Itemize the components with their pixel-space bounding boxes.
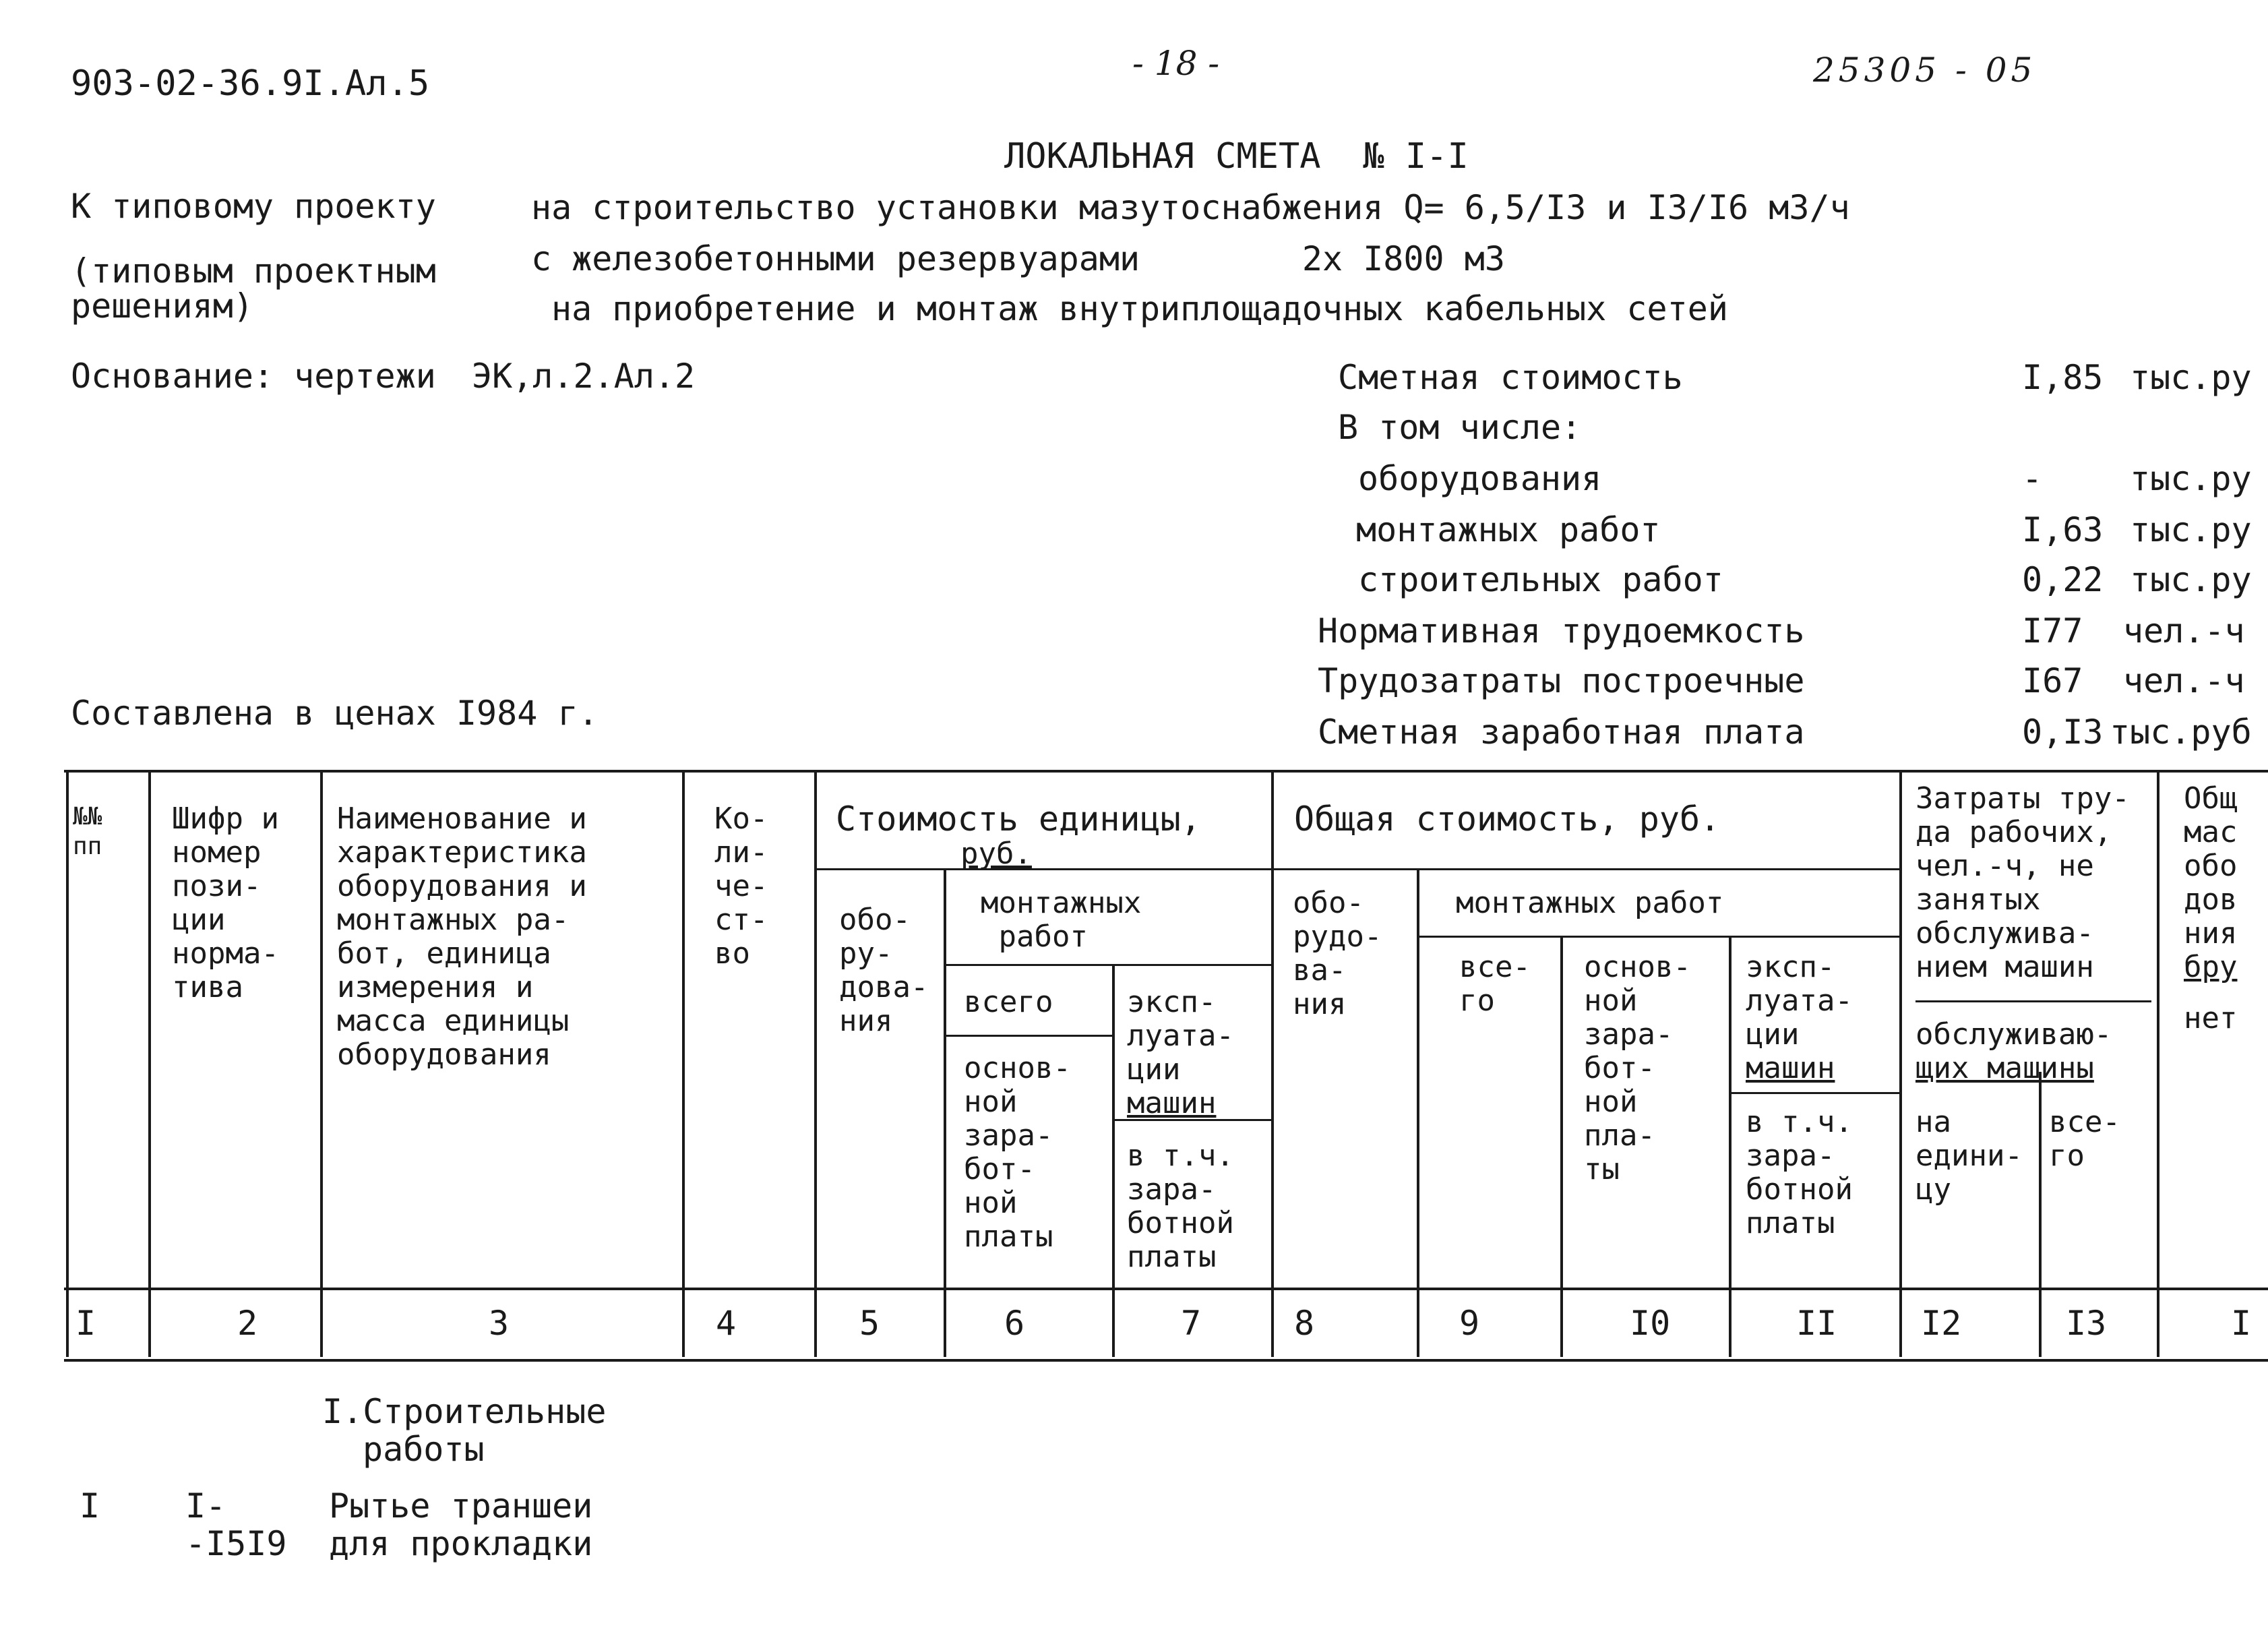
col-number: 5 <box>859 1304 880 1343</box>
basis-label: Основание: чертежи <box>71 357 436 396</box>
project-desc-1: на строительство установки мазутоснабжения Q= 6,5/I3 и I3/I6 м3/ч <box>531 188 1850 227</box>
summary-unit-3: тыс.ру <box>2130 510 2252 549</box>
header-mass: Общ мас обо дов ния <box>2184 781 2238 950</box>
section-title-2: работы <box>363 1430 485 1469</box>
row-code-2: -I5I9 <box>185 1524 287 1563</box>
col-number: 9 <box>1459 1304 1480 1343</box>
summary-value-3: I,63 <box>2022 510 2104 549</box>
header-t-vtch: в т.ч. зара- ботной платы <box>1746 1105 1853 1240</box>
summary-unit-4: тыс.ру <box>2130 560 2252 599</box>
col-number: 7 <box>1181 1304 1202 1343</box>
summary-value-2: - <box>2022 459 2043 498</box>
summary-label-5: Нормативная трудоемкость <box>1318 611 1805 651</box>
header-vtch-zp: в т.ч. зара- ботной платы <box>1127 1139 1234 1274</box>
summary-value-0: I,85 <box>2022 358 2104 397</box>
col-number: 8 <box>1294 1304 1315 1343</box>
header-vsego: всего <box>964 985 1053 1019</box>
col-sep-2 <box>148 772 151 1357</box>
summary-unit-7: тыс.руб <box>2110 713 2252 752</box>
summary-value-6: I67 <box>2022 661 2083 700</box>
header-labor: Затраты тру- да рабочих, чел.-ч, не занятых обслужива- нием машин <box>1915 781 2130 984</box>
col-number: I2 <box>1921 1304 1962 1343</box>
col-sep-4 <box>682 772 685 1357</box>
project-label-3: решениям) <box>71 286 253 326</box>
header-t-mashin: машин <box>1746 1051 1835 1085</box>
header-t-equip: обо- рудо- ва- ния <box>1293 886 1382 1021</box>
table-top-rule <box>64 770 2268 773</box>
header-t-exp: эксп- луата- ции <box>1746 950 1853 1052</box>
project-desc-2: с железобетонными резервуарами 2х I800 м3 <box>531 239 1505 278</box>
header-qty: Ко- ли- че- ст- во <box>714 802 768 971</box>
header-serv: обслуживаю- <box>1915 1017 2112 1052</box>
header-l-vsego: все- го <box>2049 1105 2120 1173</box>
row-name-2: для прокладки <box>329 1524 593 1563</box>
vsego-rule <box>946 1035 1112 1037</box>
col-sep-6 <box>944 870 946 1357</box>
col-number: I0 <box>1630 1304 1671 1343</box>
header-mass-net: нет <box>2184 1001 2238 1035</box>
header-mashin: машин <box>1127 1086 1217 1120</box>
col-sep-8 <box>1271 772 1274 1357</box>
col-number: 6 <box>1004 1304 1025 1343</box>
col-sep-13 <box>2039 1072 2042 1357</box>
summary-label-0: Сметная стоимость <box>1338 358 1683 397</box>
col-sep-5 <box>814 772 817 1357</box>
summary-label-4: строительных работ <box>1358 560 1723 599</box>
col-number: 2 <box>237 1304 258 1343</box>
header-t-mont: монтажных работ <box>1456 886 1724 920</box>
row-number: I <box>80 1486 100 1525</box>
project-desc-3: на приобретение и монтаж внутриплощадочных кабельных сетей <box>551 289 1728 328</box>
summary-unit-0: тыс.ру <box>2130 358 2252 397</box>
summary-value-7: 0,I3 <box>2022 713 2104 752</box>
price-basis: Составлена в ценах I984 г. <box>71 694 599 733</box>
table-numbers-rule <box>64 1359 2268 1362</box>
col-sep-10 <box>1560 937 1563 1357</box>
header-total-cost: Общая стоимость, руб. <box>1294 799 1721 839</box>
basis-value: ЭК,л.2.Ал.2 <box>472 357 696 396</box>
row-name-1: Рытье траншеи <box>329 1486 593 1525</box>
summary-value-4: 0,22 <box>2022 560 2104 599</box>
summary-unit-6: чел.-ч <box>2123 661 2245 700</box>
summary-value-5: I77 <box>2022 611 2083 651</box>
labor-rule <box>1915 1000 2151 1002</box>
col-sep-7 <box>1112 964 1115 1357</box>
t-mashin-rule <box>1731 1092 1899 1094</box>
header-exp-mach: эксп- луата- ции <box>1127 985 1234 1087</box>
project-label-2: (типовым проектным <box>71 251 436 291</box>
col-number: 4 <box>716 1304 737 1343</box>
archive-number: 25305 - 05 <box>1813 51 2037 90</box>
header-serv-2: щих машины <box>1915 1051 2094 1085</box>
document-title: ЛОКАЛЬНАЯ СМЕТА № I-I <box>1004 136 1469 177</box>
header-per-unit: на едини- цу <box>1915 1105 2023 1207</box>
total-cost-rule <box>1274 868 1899 870</box>
col-sep-1 <box>66 772 69 1357</box>
col-sep-9 <box>1417 870 1419 1357</box>
col-number: 3 <box>489 1304 510 1343</box>
unit-cost-rule <box>817 868 1271 870</box>
mont-rule <box>946 964 1271 966</box>
header-t-osn: основ- ной зара- бот- ной пла- ты <box>1584 950 1691 1186</box>
summary-label-2: оборудования <box>1358 459 1602 498</box>
doc-code: 903-02-36.9I.Ал.5 <box>71 63 430 104</box>
header-osn-zp: основ- ной зара- бот- ной платы <box>964 1051 1071 1254</box>
summary-label-3: монтажных работ <box>1356 510 1661 549</box>
section-title-1: I.Строительные <box>322 1392 607 1431</box>
col-sep-3 <box>320 772 323 1357</box>
summary-label-7: Сметная заработная плата <box>1318 713 1805 752</box>
table-header-rule <box>64 1288 2268 1290</box>
header-num: №№ пп <box>73 803 102 860</box>
page-number: - 18 - <box>1132 44 1220 83</box>
project-label-1: К типовому проекту <box>71 187 436 226</box>
row-code-1: I- <box>185 1486 226 1525</box>
col-sep-12 <box>1899 772 1902 1357</box>
header-code: Шифр и номер пози- ции норма- тива <box>172 802 279 1004</box>
col-number: II <box>1796 1304 1837 1343</box>
col-number: I <box>2231 1304 2252 1343</box>
header-equip: обо- ру- дова- ния <box>839 903 929 1038</box>
header-mont-works: монтажных работ <box>981 886 1142 954</box>
summary-label-1: В том числе: <box>1338 408 1582 447</box>
col-number: I <box>75 1304 96 1343</box>
header-unit-cost: Стоимость единицы, <box>836 799 1201 839</box>
col-sep-14 <box>2157 772 2159 1357</box>
header-t-vsego: все- го <box>1459 950 1531 1018</box>
col-number: I3 <box>2066 1304 2107 1343</box>
t-mont-rule <box>1419 936 1899 938</box>
header-unit-cost-rub: руб. <box>960 837 1032 871</box>
col-sep-11 <box>1729 937 1731 1357</box>
summary-unit-5: чел.-ч <box>2123 611 2245 651</box>
summary-label-6: Трудозатраты построечные <box>1318 661 1805 700</box>
header-mass-bru: бру <box>2184 950 2238 984</box>
summary-unit-2: тыс.ру <box>2130 459 2252 498</box>
header-name: Наименование и характеристика оборудования и монтажных ра- бот, единица измерения и масса единицы оборудования <box>337 802 587 1072</box>
